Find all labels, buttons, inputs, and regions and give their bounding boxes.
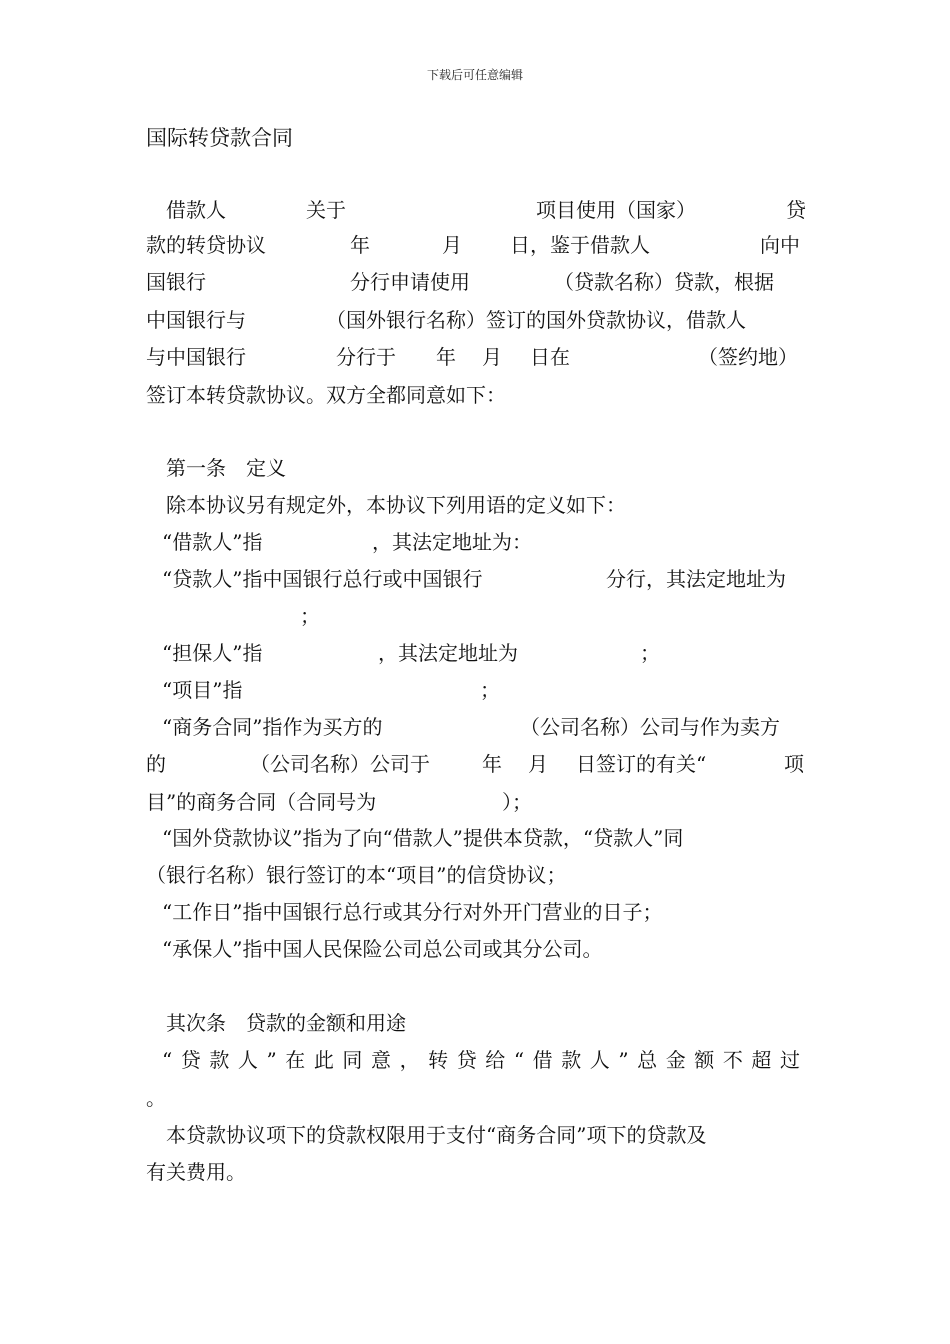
header-note: 下载后可任意编辑 bbox=[426, 68, 523, 82]
text: 向中 bbox=[760, 233, 800, 257]
article-1-line bbox=[146, 712, 806, 742]
text: “担保人”指 bbox=[162, 641, 263, 665]
text: “承保人”指中国人民保险公司总公司或其分公司。 bbox=[162, 937, 603, 961]
article-1-line bbox=[146, 490, 806, 520]
text: 的 bbox=[146, 752, 166, 776]
preamble-line-4 bbox=[146, 305, 806, 335]
text: ； bbox=[300, 604, 320, 628]
preamble-line-6 bbox=[146, 380, 806, 410]
text: 年 bbox=[436, 345, 456, 369]
text: “项目”指 bbox=[162, 678, 243, 702]
article-1-line bbox=[146, 934, 806, 964]
text: “贷款人”在此同意，转贷给“借款人”总金额不超过 bbox=[162, 1048, 806, 1072]
text: 国银行 bbox=[146, 270, 206, 294]
text: （公司名称）公司与作为卖方 bbox=[520, 715, 780, 739]
article-2-line bbox=[146, 1083, 806, 1113]
text: ； bbox=[640, 641, 660, 665]
text: 目”的商务合同（合同号为 bbox=[146, 790, 377, 814]
document-title: 国际转贷款合同 bbox=[146, 126, 293, 150]
article-2-line bbox=[146, 1157, 806, 1187]
text: 月 bbox=[528, 752, 548, 776]
text: “贷款人”指中国银行总行或中国银行 bbox=[162, 567, 483, 591]
text: 分行于 bbox=[336, 345, 396, 369]
article-1-line bbox=[146, 787, 806, 817]
preamble-line-1 bbox=[146, 195, 806, 225]
text: 除本协议另有规定外，本协议下列用语的定义如下： bbox=[166, 493, 626, 517]
article-1-line bbox=[146, 860, 806, 890]
preamble-line-3 bbox=[146, 267, 806, 297]
article-1-line bbox=[146, 749, 806, 779]
article-2-heading bbox=[146, 1008, 806, 1038]
text: 款的转贷协议 bbox=[146, 233, 266, 257]
text: 年 bbox=[482, 752, 502, 776]
text: 有关费用。 bbox=[146, 1160, 246, 1184]
article-1-line bbox=[146, 897, 806, 927]
text: 日签订的有关“ bbox=[576, 752, 707, 776]
text: 月 bbox=[442, 233, 462, 257]
text: 日在 bbox=[530, 345, 570, 369]
article-1-line bbox=[146, 638, 806, 668]
text: 第一条 定义 bbox=[166, 456, 286, 480]
text: 分行，其法定地址为 bbox=[606, 567, 786, 591]
text: 分行申请使用 bbox=[350, 270, 470, 294]
article-2-line bbox=[146, 1120, 806, 1150]
text: （公司名称）公司于 bbox=[250, 752, 430, 776]
preamble-line-2 bbox=[146, 230, 806, 260]
text: 项目使用（国家） bbox=[536, 198, 696, 222]
text: 月 bbox=[482, 345, 502, 369]
text: 与中国银行 bbox=[146, 345, 246, 369]
text: 贷 bbox=[786, 198, 806, 222]
text: （国外银行名称）签订的国外贷款协议，借款人 bbox=[326, 308, 746, 332]
article-1-heading bbox=[146, 453, 806, 483]
text: “工作日”指中国银行总行或其分行对外开门营业的日子； bbox=[162, 900, 663, 924]
text: ； bbox=[480, 678, 500, 702]
article-1-line bbox=[146, 564, 806, 594]
text: “国外贷款协议”指为了向“借款人”提供本贷款，“贷款人”同 bbox=[162, 826, 684, 850]
text: ）； bbox=[502, 790, 532, 814]
article-2-line bbox=[146, 1045, 806, 1075]
text: 日，鉴于借款人 bbox=[510, 233, 650, 257]
text: “借款人”指 bbox=[162, 530, 263, 554]
text: 关于 bbox=[306, 198, 346, 222]
article-1-line bbox=[146, 601, 806, 631]
preamble-line-5 bbox=[146, 342, 806, 372]
text: ，其法定地址为： bbox=[372, 530, 532, 554]
text: 年 bbox=[350, 233, 370, 257]
text: 其次条 贷款的金额和用途 bbox=[166, 1011, 406, 1035]
text: 签订本转贷款协议。双方全都同意如下： bbox=[146, 383, 506, 407]
text: （银行名称）银行签订的本“项目”的信贷协议； bbox=[146, 863, 567, 887]
text: 中国银行与 bbox=[146, 308, 246, 332]
text: 本贷款协议项下的贷款权限用于支付“商务合同”项下的贷款及 bbox=[166, 1123, 707, 1147]
text: “商务合同”指作为买方的 bbox=[162, 715, 383, 739]
text: ，其法定地址为 bbox=[378, 641, 518, 665]
article-1-line bbox=[146, 823, 806, 853]
text: （贷款名称）贷款，根据 bbox=[554, 270, 774, 294]
text: 。 bbox=[146, 1086, 166, 1110]
text: 借款人 bbox=[166, 198, 226, 222]
text: 项 bbox=[784, 752, 804, 776]
article-1-line bbox=[146, 527, 806, 557]
article-1-line bbox=[146, 675, 806, 705]
text: （签约地） bbox=[698, 345, 798, 369]
